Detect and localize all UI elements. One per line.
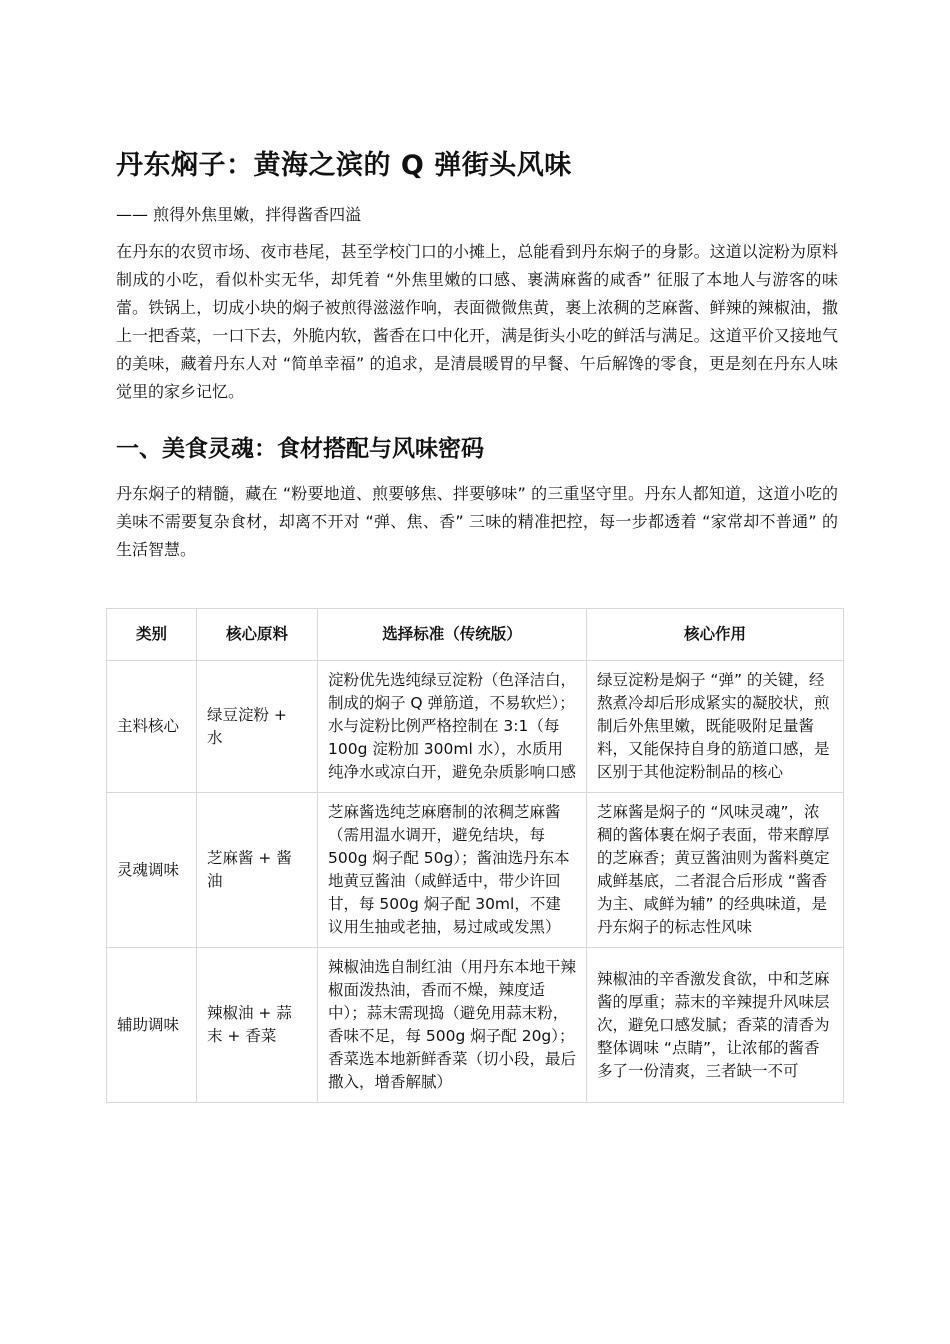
standard-cell: 淀粉优先选纯绿豆淀粉（色泽洁白，制成的焖子 Q 弹筋道，不易软烂）；水与淀粉比例严格控制在 3:1（每 100g 淀粉加 300ml 水），水质用纯净水或凉白开，避免杂质影响口感 xyxy=(318,661,587,793)
table-header-row xyxy=(107,609,844,661)
category-cell: 灵魂调味 xyxy=(107,793,197,948)
ingredients-table xyxy=(106,608,844,1103)
intro-paragraph: 在丹东的农贸市场、夜市巷尾，甚至学校门口的小摊上，总能看到丹东焖子的身影。这道以淀粉为原料制成的小吃，看似朴实无华，却凭着 “外焦里嫩的口感、裹满麻酱的咸香” 征服了本地人与游客的味蕾。铁锅上，切成小块的焖子被煎得滋滋作响，表面微微焦黄，裹上浓稠的芝麻酱、鲜辣的辣椒油，撒上一把香菜，一口下去，外脆内软，酱香在口中化开，满是街头小吃的鲜活与满足。这道平价又接地气的美味，藏着丹东人对 “简单幸福” 的追求，是清晨暖胃的早餐、午后解馋的零食，更是刻在丹东人味觉里的家乡记忆。 xyxy=(116,242,838,401)
table-row xyxy=(107,948,844,1103)
standard-cell: 辣椒油选自制红油（用丹东本地干辣椒面泼热油，香而不燥，辣度适中）；蒜末需现捣（避免用蒜末粉，香味不足，每 500g 焖子配 20g）；香菜选本地新鲜香菜（切小段，最后撒入，增香解腻） xyxy=(318,948,587,1103)
table-header-cell: 选择标准（传统版） xyxy=(318,609,587,661)
table-row xyxy=(107,793,844,948)
section-heading: 一、美食灵魂：食材搭配与风味密码 xyxy=(116,436,484,462)
subtitle: —— 煎得外焦里嫩，拌得酱香四溢 xyxy=(116,205,362,224)
table-row xyxy=(107,661,844,793)
section-paragraph: 丹东焖子的精髓，藏在 “粉要地道、煎要够焦、拌要够味” 的三重坚守里。丹东人都知道，这道小吃的美味不需要复杂食材，却离不开对 “弹、焦、香” 三味的精准把控，每一步都透着 “家常却不普通” 的生活智慧。 xyxy=(116,484,838,559)
table-header-cell: 核心作用 xyxy=(587,609,844,661)
role-cell: 绿豆淀粉是焖子 “弹” 的关键，经熬煮冷却后形成紧实的凝胶状，煎制后外焦里嫩，既能吸附足量酱料，又能保持自身的筋道口感，是区别于其他淀粉制品的核心 xyxy=(587,661,844,793)
category-cell: 主料核心 xyxy=(107,661,197,793)
standard-cell: 芝麻酱选纯芝麻磨制的浓稠芝麻酱（需用温水调开，避免结块，每 500g 焖子配 50g）；酱油选丹东本地黄豆酱油（咸鲜适中，带少许回甘，每 500g 焖子配 30ml，不建议用生抽或老抽，易过咸或发黑） xyxy=(318,793,587,948)
ingredient-cell: 绿豆淀粉 + 水 xyxy=(197,661,318,793)
role-cell: 辣椒油的辛香激发食欲，中和芝麻酱的厚重；蒜末的辛辣提升风味层次，避免口感发腻；香菜的清香为整体调味 “点睛”，让浓郁的酱香多了一份清爽，三者缺一不可 xyxy=(587,948,844,1103)
category-cell: 辅助调味 xyxy=(107,948,197,1103)
ingredient-cell: 芝麻酱 + 酱油 xyxy=(197,793,318,948)
role-cell: 芝麻酱是焖子的 “风味灵魂”，浓稠的酱体裹在焖子表面，带来醇厚的芝麻香；黄豆酱油则为酱料奠定咸鲜基底，二者混合后形成 “酱香为主、咸鲜为辅” 的经典味道，是丹东焖子的标志性风味 xyxy=(587,793,844,948)
ingredient-cell: 辣椒油 + 蒜末 + 香菜 xyxy=(197,948,318,1103)
page-title: 丹东焖子：黄海之滨的 Q 弹街头风味 xyxy=(116,150,572,181)
table-header-cell: 核心原料 xyxy=(197,609,318,661)
table-header-cell: 类别 xyxy=(107,609,197,661)
